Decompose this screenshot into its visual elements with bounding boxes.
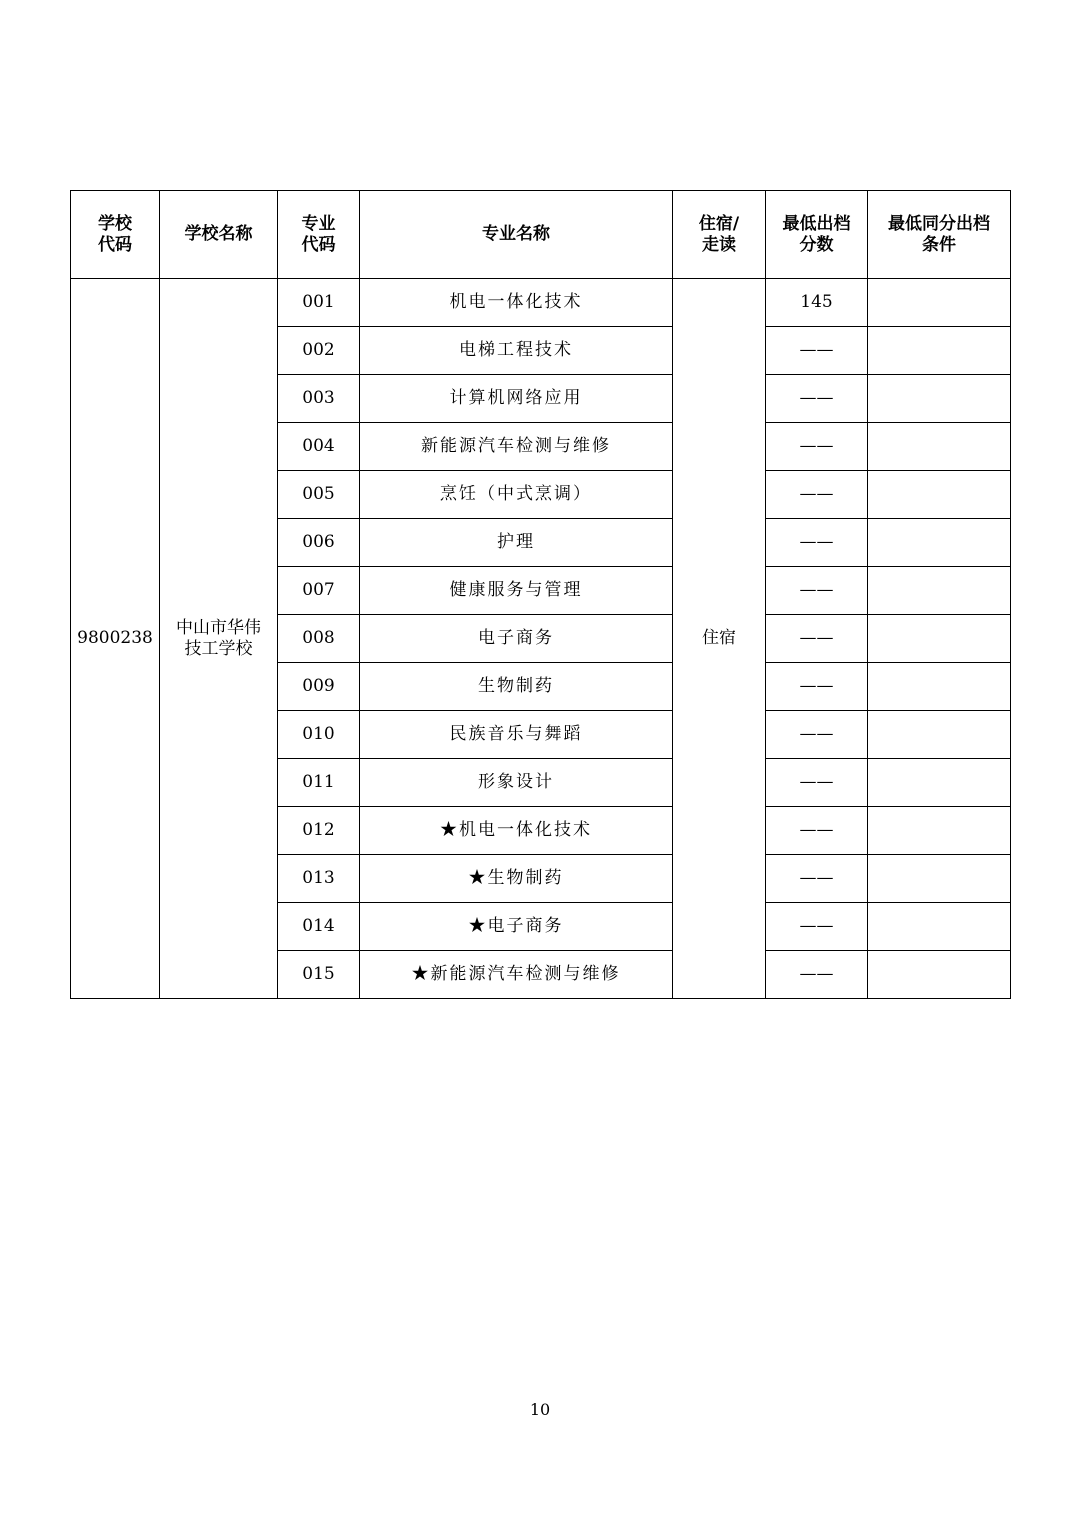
min-score-cell: —— [766, 711, 868, 759]
school-name-line: 中山市华伟 [176, 617, 261, 638]
header-major-name: 专业名称 [360, 191, 673, 279]
major-name-cell: ★新能源汽车检测与维修 [360, 951, 673, 999]
major-code-cell: 003 [278, 375, 360, 423]
tie-condition-cell [868, 567, 1011, 615]
major-code-cell: 015 [278, 951, 360, 999]
major-name-cell: ★电子商务 [360, 903, 673, 951]
major-code-cell: 008 [278, 615, 360, 663]
header-school-name: 学校名称 [160, 191, 278, 279]
min-score-cell: —— [766, 615, 868, 663]
min-score-cell: 145 [766, 279, 868, 327]
major-name-cell: 烹饪（中式烹调） [360, 471, 673, 519]
min-score-cell: —— [766, 903, 868, 951]
school-code-cell: 9800238 [71, 279, 160, 999]
major-code-cell: 001 [278, 279, 360, 327]
major-name-cell: 机电一体化技术 [360, 279, 673, 327]
boarding-cell: 住宿 [673, 279, 766, 999]
min-score-cell: —— [766, 807, 868, 855]
major-code-cell: 005 [278, 471, 360, 519]
header-major-code: 专业 代码 [278, 191, 360, 279]
tie-condition-cell [868, 711, 1011, 759]
tie-condition-cell [868, 519, 1011, 567]
major-code-cell: 009 [278, 663, 360, 711]
major-name-cell: 计算机网络应用 [360, 375, 673, 423]
page-number: 10 [529, 1400, 551, 1419]
tie-condition-cell [868, 471, 1011, 519]
tie-condition-cell [868, 615, 1011, 663]
major-name-cell: 形象设计 [360, 759, 673, 807]
major-code-cell: 004 [278, 423, 360, 471]
header-min-score: 最低出档 分数 [766, 191, 868, 279]
tie-condition-cell [868, 375, 1011, 423]
min-score-cell: —— [766, 375, 868, 423]
school-name-cell [160, 279, 278, 999]
min-score-cell: —— [766, 471, 868, 519]
tie-condition-cell [868, 759, 1011, 807]
major-code-cell: 012 [278, 807, 360, 855]
tie-condition-cell [868, 279, 1011, 327]
header-boarding: 住宿/ 走读 [673, 191, 766, 279]
tie-condition-cell [868, 423, 1011, 471]
header-school-code: 学校 代码 [71, 191, 160, 279]
major-code-cell: 002 [278, 327, 360, 375]
tie-condition-cell [868, 855, 1011, 903]
major-name-cell: ★机电一体化技术 [360, 807, 673, 855]
major-code-cell: 010 [278, 711, 360, 759]
min-score-cell: —— [766, 567, 868, 615]
major-name-cell: 电子商务 [360, 615, 673, 663]
min-score-cell: —— [766, 951, 868, 999]
major-name-cell: 新能源汽车检测与维修 [360, 423, 673, 471]
table-row [71, 279, 1011, 327]
major-name-cell: 生物制药 [360, 663, 673, 711]
tie-condition-cell [868, 327, 1011, 375]
school-name-line: 技工学校 [184, 638, 253, 659]
tie-condition-cell [868, 807, 1011, 855]
min-score-cell: —— [766, 663, 868, 711]
major-code-cell: 007 [278, 567, 360, 615]
tie-condition-cell [868, 903, 1011, 951]
major-name-cell: 电梯工程技术 [360, 327, 673, 375]
major-name-cell: 健康服务与管理 [360, 567, 673, 615]
table-body [71, 279, 1011, 999]
major-code-cell: 014 [278, 903, 360, 951]
min-score-cell: —— [766, 327, 868, 375]
major-name-cell: 护理 [360, 519, 673, 567]
major-name-cell: ★生物制药 [360, 855, 673, 903]
header-tie-condition: 最低同分出档 条件 [868, 191, 1011, 279]
major-name-cell: 民族音乐与舞蹈 [360, 711, 673, 759]
tie-condition-cell [868, 663, 1011, 711]
admission-table [70, 190, 1011, 999]
min-score-cell: —— [766, 759, 868, 807]
tie-condition-cell [868, 951, 1011, 999]
major-code-cell: 013 [278, 855, 360, 903]
min-score-cell: —— [766, 519, 868, 567]
major-code-cell: 006 [278, 519, 360, 567]
table-header-row [71, 191, 1011, 279]
min-score-cell: —— [766, 423, 868, 471]
major-code-cell: 011 [278, 759, 360, 807]
min-score-cell: —— [766, 855, 868, 903]
